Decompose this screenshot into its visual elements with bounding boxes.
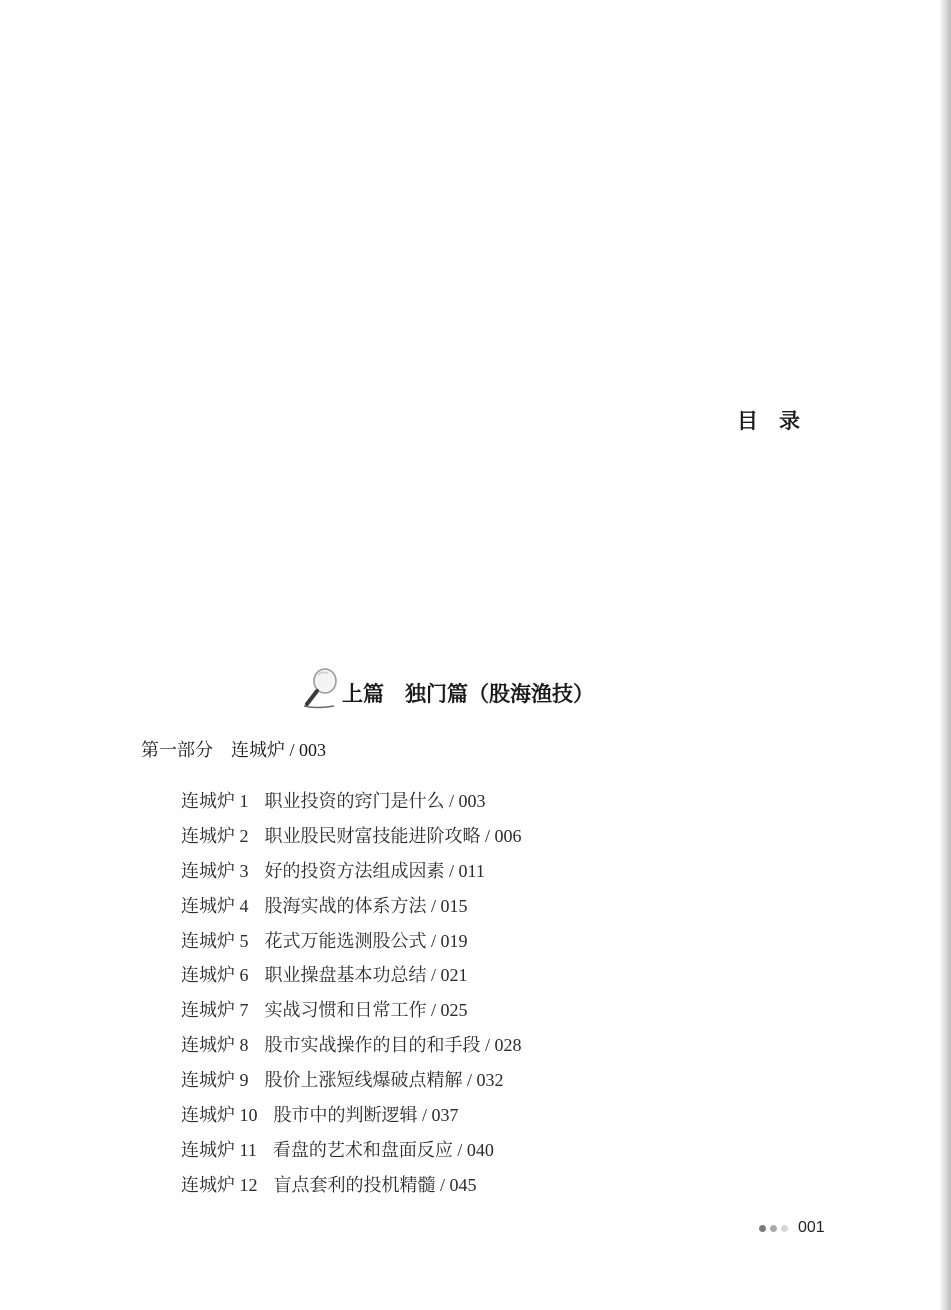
toc-entry[interactable] (181, 926, 522, 961)
entry-title: 股海实战的体系方法 (264, 895, 427, 917)
footer-dot-icon (770, 1225, 777, 1232)
section-label: 第一部分 连城炉 (141, 740, 285, 761)
entry-page: / 045 (435, 1174, 477, 1195)
entry-label: 连城炉 (181, 1000, 235, 1022)
entry-title: 盲点套利的投机精髓 (273, 1174, 436, 1196)
entry-label: 连城炉 (181, 965, 235, 987)
entry-number: 9 (235, 1070, 249, 1091)
entry-number: 5 (235, 930, 249, 951)
entry-page: / 019 (426, 930, 468, 951)
entry-label: 连城炉 (181, 825, 235, 847)
entry-label: 连城炉 (181, 1105, 235, 1127)
entry-page: / 032 (462, 1070, 504, 1091)
toc-entry[interactable] (181, 995, 522, 1030)
entry-title: 实战习惯和日常工作 (264, 1000, 427, 1022)
entry-title: 好的投资方法组成因素 (264, 860, 445, 882)
entry-label: 连城炉 (181, 895, 235, 917)
entry-page: / 021 (426, 965, 468, 986)
entry-number: 12 (235, 1174, 258, 1195)
part-heading (300, 666, 594, 710)
entry-page: / 003 (444, 791, 486, 811)
toc-entry[interactable] (181, 1170, 522, 1205)
toc-entry[interactable] (181, 856, 522, 891)
entry-number: 10 (235, 1105, 258, 1126)
entry-page: / 025 (426, 1000, 468, 1021)
entry-label: 连城炉 (181, 1070, 235, 1092)
entry-page: / 011 (444, 860, 485, 881)
page-edge-shadow (939, 0, 951, 1310)
section-page: / 003 (285, 740, 327, 760)
entry-number: 4 (235, 895, 249, 916)
toc-entry[interactable] (181, 1030, 522, 1065)
page-number: 001 (798, 1219, 825, 1236)
entry-title: 股市中的判断逻辑 (273, 1105, 418, 1127)
entry-page: / 015 (426, 895, 468, 916)
toc-entry[interactable] (181, 821, 522, 856)
entry-title: 股市实战操作的目的和手段 (264, 1035, 481, 1057)
entry-title: 职业股民财富技能进阶攻略 (264, 825, 481, 847)
entry-title: 职业投资的窍门是什么 (264, 791, 445, 812)
entry-page: / 037 (417, 1105, 459, 1126)
entry-title: 花式万能选测股公式 (264, 930, 427, 952)
entry-title: 看盘的艺术和盘面反应 (272, 1139, 453, 1161)
entry-number: 8 (235, 1035, 249, 1056)
toc-list (181, 786, 522, 1205)
entry-number: 3 (235, 860, 249, 881)
toc-entry[interactable] (181, 960, 522, 995)
toc-entry[interactable] (181, 891, 522, 926)
entry-title: 职业操盘基本功总结 (264, 965, 427, 987)
entry-label: 连城炉 (181, 930, 235, 952)
section-heading (141, 736, 326, 762)
entry-page: / 040 (452, 1139, 494, 1160)
entry-label: 连城炉 (181, 791, 235, 812)
toc-title: 目 录 (737, 408, 800, 433)
footer-dot-icon (781, 1225, 788, 1232)
entry-number: 11 (235, 1139, 257, 1160)
footer-dot-icon (759, 1225, 766, 1232)
part-heading-title: 上篇 独门篇（股海渔技） (342, 681, 594, 706)
entry-label: 连城炉 (181, 860, 235, 882)
toc-entry[interactable] (181, 1100, 522, 1135)
entry-label: 连城炉 (181, 1035, 235, 1057)
entry-label: 连城炉 (181, 1139, 235, 1161)
entry-number: 7 (235, 1000, 249, 1021)
entry-page: / 006 (480, 825, 522, 846)
entry-number: 1 (235, 791, 249, 811)
entry-title: 股价上涨短线爆破点精解 (264, 1070, 463, 1092)
toc-entry[interactable] (181, 1135, 522, 1170)
magnifier-icon (300, 666, 340, 710)
entry-page: / 028 (480, 1035, 522, 1056)
toc-entry[interactable] (181, 1065, 522, 1100)
entry-number: 2 (235, 825, 249, 846)
toc-entry[interactable] (181, 786, 522, 821)
page-footer (759, 1219, 825, 1237)
entry-label: 连城炉 (181, 1174, 235, 1196)
entry-number: 6 (235, 965, 249, 986)
